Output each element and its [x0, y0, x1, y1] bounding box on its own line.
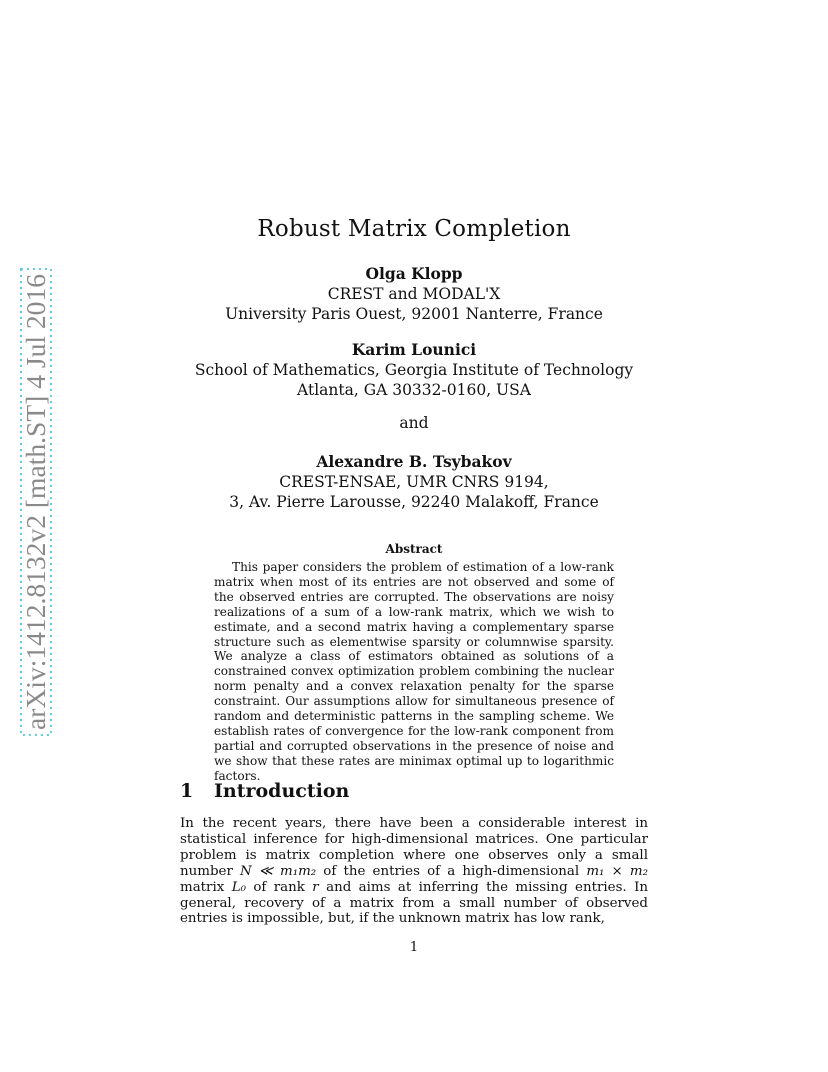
abstract-heading: Abstract [385, 542, 443, 556]
author-block-1 [0, 264, 828, 324]
author-affiliation: CREST and MODAL'X [327, 285, 501, 303]
section-heading [180, 780, 349, 802]
page-number: 1 [409, 940, 419, 955]
text-run: of rank [245, 879, 313, 895]
abstract-body: This paper considers the problem of estimation of a low-rank matrix when most of its entries are not observed and some of the observed entries are corrupted. The observations are noisy realizations of a sum of a low-rank matrix, which we wish to estimate, and a second matrix having a complementary sparse structure such as elementwise sparsity or columnwise sparsity. We analyze a class of estimators obtained as solutions of a constrained convex optimization problem combining the nuclear norm penalty and a convex relaxation penalty for the sparse constraint. Our assumptions allow for simultaneous presence of random and deterministic patterns in the sampling scheme. We establish rates of convergence for the low-rank component from partial and corrupted observations in the presence of noise and we show that these rates are minimax optimal up to logarithmic factors. [214, 560, 614, 783]
text-run: matrix [180, 879, 232, 895]
author-affiliation: CREST-ENSAE, UMR CNRS 9194, [279, 473, 549, 491]
math-inline: L₀ [231, 879, 246, 895]
author-block-3 [0, 452, 828, 512]
section-number: 1 [180, 780, 194, 802]
author-address: 3, Av. Pierre Larousse, 92240 Malakoff, France [229, 493, 599, 511]
and-separator: and [399, 414, 429, 432]
arxiv-identifier: arXiv:1412.8132v2 [math.ST] 4 Jul 2016 [21, 283, 51, 730]
introduction-paragraph [180, 816, 648, 927]
paper-title: Robust Matrix Completion [257, 216, 571, 242]
author-name: Karim Lounici [351, 340, 477, 359]
author-affiliation: School of Mathematics, Georgia Institute of Technology [194, 361, 634, 379]
text-run: In the recent years, there have been a considerable interest in statistical inference for high-dimensional matrices. One particular problem is matrix completion where one observes only a small number [180, 816, 648, 879]
author-address: Atlanta, GA 30332-0160, USA [297, 381, 531, 399]
author-address: University Paris Ouest, 92001 Nanterre, France [225, 305, 603, 323]
text-run: of the entries of a high-dimensional [316, 863, 587, 879]
section-title: Introduction [214, 780, 350, 802]
author-block-2 [0, 340, 828, 400]
text-run: and aims at inferring the missing entries. In general, recovery of a matrix from a small number of observed entries is impossible, but, if the unknown matrix has low rank, [180, 879, 648, 927]
author-name: Alexandre B. Tsybakov [316, 452, 512, 471]
math-inline: N ≪ m₁m₂ [240, 863, 317, 879]
author-name: Olga Klopp [365, 264, 463, 283]
math-inline: r [312, 879, 319, 895]
math-inline: m₁ × m₂ [586, 863, 648, 879]
